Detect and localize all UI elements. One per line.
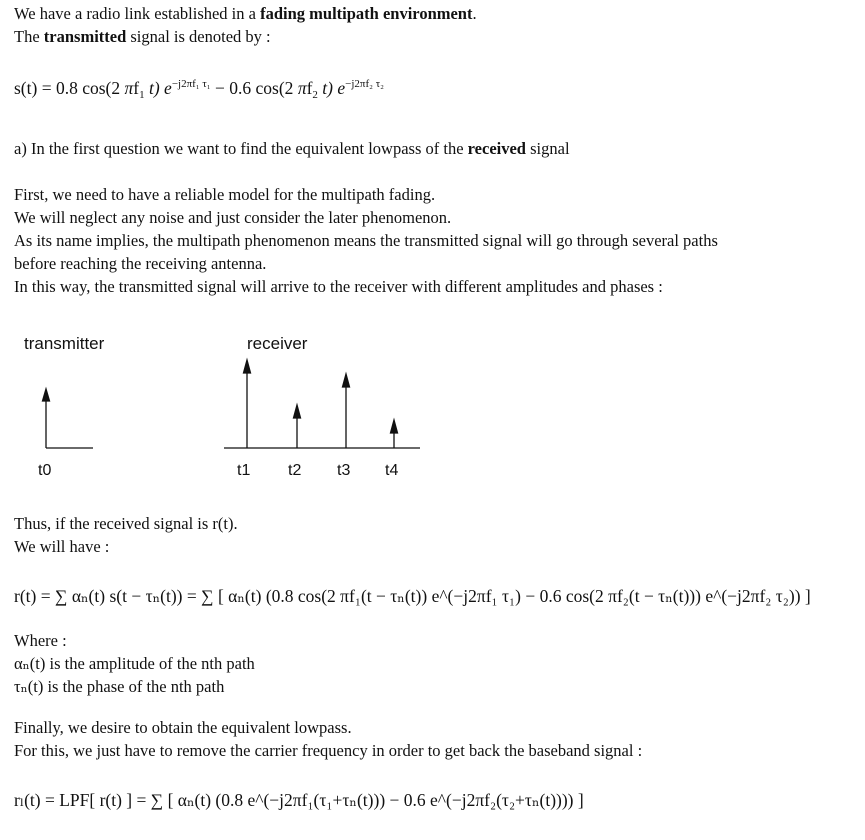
- intro-bold: transmitted: [43, 27, 127, 46]
- eq1-e-2: e: [337, 78, 346, 98]
- eq1-t: t): [144, 78, 165, 98]
- paragraph-line: For this, we just have to remove the carrier frequency in order to get back the baseband signal :: [14, 741, 643, 760]
- eq1-sub1: 1: [139, 89, 145, 101]
- t2-arrowhead: [294, 405, 301, 418]
- receiver-label: receiver: [247, 334, 308, 353]
- paragraph-line: We will have :: [14, 537, 110, 556]
- intro-text-end: .: [472, 4, 477, 23]
- tick-t0: t0: [38, 462, 52, 479]
- eq1-exponent-2: −j2πf₂ τ₂: [345, 78, 384, 90]
- question-a-text: a) In the first question we want to find the equivalent lowpass of the: [14, 139, 468, 158]
- paragraph-line: Finally, we desire to obtain the equivalent lowpass.: [14, 718, 352, 737]
- paragraph-line: First, we need to have a reliable model for the multipath fading.: [14, 185, 436, 204]
- intro-bold: fading multipath environment: [260, 4, 473, 23]
- tick-t2: t2: [288, 462, 302, 479]
- intro-text: The: [14, 27, 44, 46]
- eq1-pi: π: [124, 78, 134, 98]
- where-amplitude: αₙ(t) is the amplitude of the nth path: [14, 654, 255, 673]
- eq1-t-2: t): [317, 78, 338, 98]
- eq1-sub2: 2: [312, 89, 318, 101]
- paragraph-line: We will neglect any noise and just consider the later phenomenon.: [14, 208, 452, 227]
- eq1-exponent-1: −j2πf₁ τ₁: [171, 78, 211, 90]
- t0-arrowhead: [43, 389, 50, 401]
- paragraph-line: As its name implies, the multipath phenomenon means the transmitted signal will go through several paths: [14, 231, 718, 250]
- paragraph-line: In this way, the transmitted signal will arrive to the receiver with different amplitudes and phases :: [14, 277, 663, 296]
- eq1-e: e: [164, 78, 172, 98]
- where-title: Where :: [14, 631, 67, 650]
- eq1-lhs: s(t) = 0.8 cos(2: [14, 78, 125, 98]
- paragraph-line: Thus, if the received signal is r(t).: [14, 514, 238, 533]
- eq1-f: f: [133, 78, 140, 98]
- eq1-mid: − 0.6 cos(2: [210, 78, 298, 98]
- where-phase: τₙ(t) is the phase of the nth path: [14, 677, 225, 696]
- t3-arrowhead: [343, 374, 350, 387]
- question-a-bold: received: [467, 139, 526, 158]
- t1-arrowhead: [244, 360, 251, 373]
- equation-r-t: r(t) = ∑ αₙ(t) s(t − τₙ(t)) = ∑ [ αₙ(t) (0.8 cos(2 πf₁(t − τₙ(t)) e^(−j2πf₁ τ₁) − 0.6 cos(2 πf₂(t − τₙ(t))) e^(−j2πf₂ τ₂)) ]: [14, 586, 811, 606]
- equation-lowpass: rₗ(t) = LPF[ r(t) ] = ∑ [ αₙ(t) (0.8 e^(−j2πf₁(τ₁+τₙ(t))) − 0.6 e^(−j2πf₂(τ₂+τₙ(t)))) ]: [14, 790, 584, 810]
- t4-arrowhead: [391, 420, 398, 433]
- question-a-text-end: signal: [525, 139, 570, 158]
- transmitter-label: transmitter: [24, 334, 105, 353]
- eq1-pi-2: π: [297, 78, 307, 98]
- tick-t3: t3: [337, 462, 351, 479]
- paragraph-line: before reaching the receiving antenna.: [14, 254, 267, 273]
- intro-text: We have a radio link established in a: [14, 4, 261, 23]
- intro-text-end: signal is denoted by :: [126, 27, 271, 46]
- eq1-f-2: f: [306, 78, 313, 98]
- tick-t4: t4: [385, 462, 399, 479]
- tick-t1: t1: [237, 462, 251, 479]
